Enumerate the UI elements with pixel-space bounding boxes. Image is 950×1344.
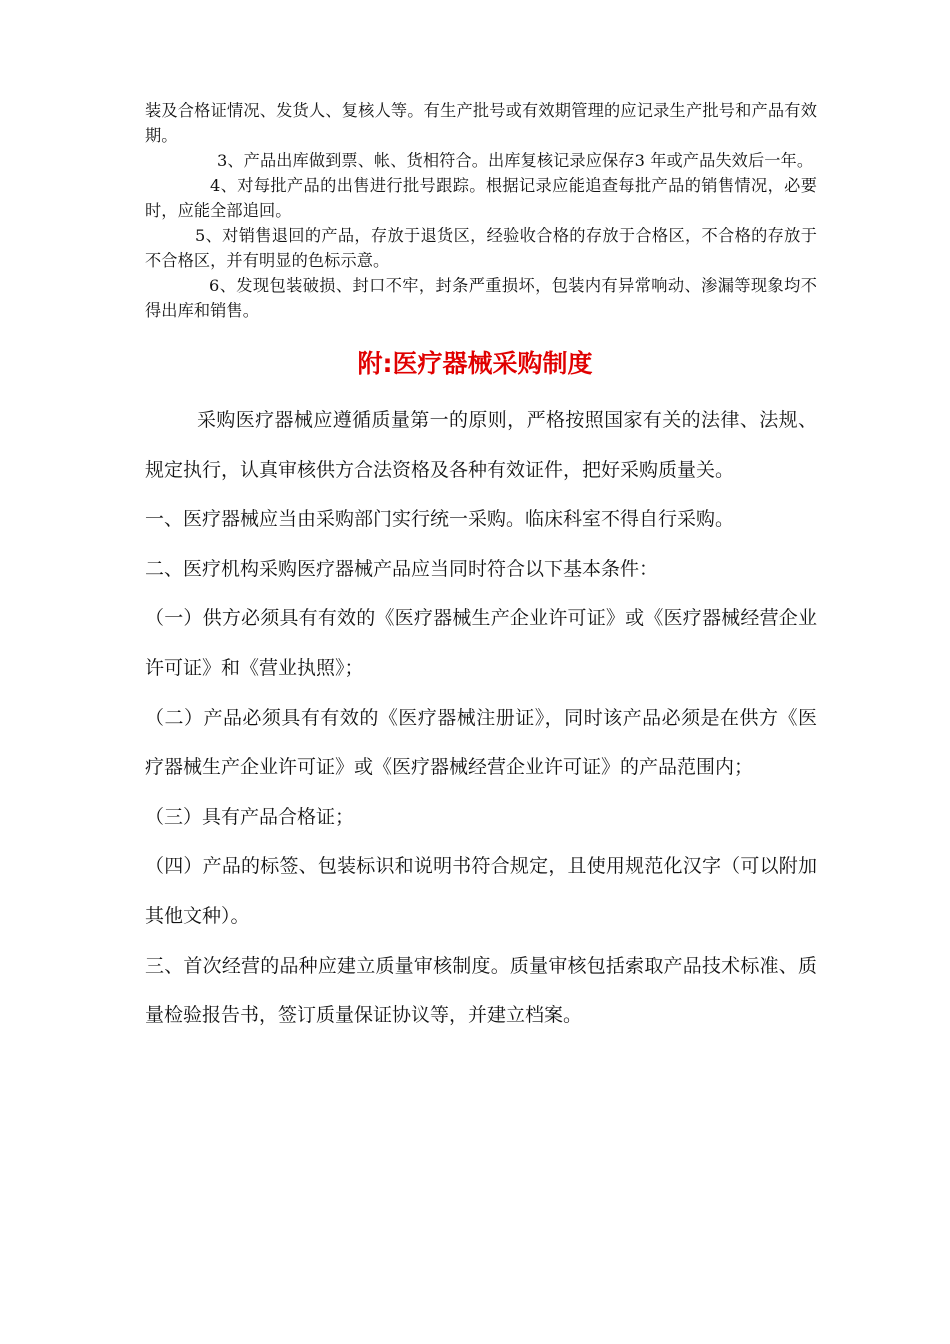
paragraph-condition-3: （三）具有产品合格证；: [145, 805, 355, 828]
paragraph-rule-3: 3、产品出库做到票、帐、货相符合。出库复核记录应保存3 年或产品失效后一年。: [217, 151, 814, 170]
paragraph-condition-1: （一）供方必须具有有效的《医疗器械生产企业许可证》或《医疗器械经营企业许可证》和《营业执照》；: [145, 607, 817, 679]
paragraph-rule-4: 4、对每批产品的出售进行批号跟踪。根据记录应能追查每批产品的销售情况，必要时，应能全部追回。: [145, 176, 817, 220]
procurement-policy-section: [145, 396, 817, 1041]
paragraph-item-2: 二、医疗机构采购医疗器械产品应当同时符合以下基本条件：: [145, 557, 659, 580]
paragraph-condition-4: （四）产品的标签、包装标识和说明书符合规定，且使用规范化汉字（可以附加其他文种）。: [145, 855, 817, 927]
section-title: 附:医疗器械采购制度: [357, 349, 593, 378]
paragraph-rule-5: 5、对销售退回的产品，存放于退货区，经验收合格的存放于合格区，不合格的存放于不合格区，并有明显的色标示意。: [145, 226, 817, 270]
paragraph-item-1: 一、医疗器械应当由采购部门实行统一采购。临床科室不得自行采购。: [145, 508, 735, 531]
paragraph-item-3: 三、首次经营的品种应建立质量审核制度。质量审核包括索取产品技术标准、质量检验报告书，签订质量保证协议等，并建立档案。: [145, 954, 817, 1027]
paragraph-continuation: 装及合格证情况、发货人、复核人等。有生产批号或有效期管理的应记录生产批号和产品有效期。: [145, 101, 817, 145]
outbound-rules-section: [145, 98, 817, 323]
paragraph-condition-2: （二）产品必须具有有效的《医疗器械注册证》，同时该产品必须是在供方《医疗器械生产企业许可证》或《医疗器械经营企业许可证》的产品范围内；: [145, 706, 817, 779]
paragraph-intro: 采购医疗器械应遵循质量第一的原则，严格按照国家有关的法律、法规、规定执行，认真审核供方合法资格及各种有效证件，把好采购质量关。: [145, 409, 817, 481]
paragraph-rule-6: 6、发现包装破损、封口不牢，封条严重损坏，包装内有异常响动、渗漏等现象均不得出库和销售。: [145, 276, 817, 320]
